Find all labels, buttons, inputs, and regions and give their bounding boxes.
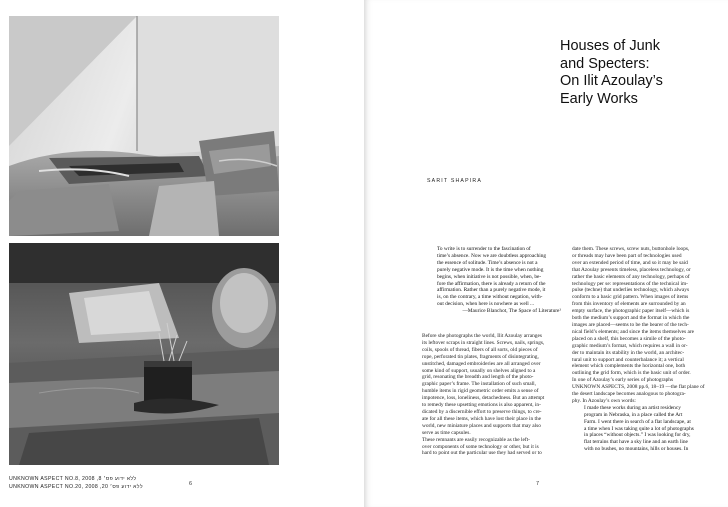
body-line: UNKNOWN ASPECTS, 2008 pp.6, 18–19 —the flat plane of: [572, 384, 705, 391]
body-line: phy. In Azoulay’s own words:: [572, 397, 636, 404]
body-column-2: [572, 246, 718, 453]
body-line: ate for all these items, which have lost their place in the: [422, 415, 542, 422]
page-number-left: 6: [189, 481, 193, 487]
body-line: or threads may have been part of technologies used: [572, 252, 682, 259]
body-line: coils, spools of thread, fibers of all sorts, old pieces of: [422, 346, 538, 353]
body-line: hard to point out the particular use they had served or to: [422, 450, 542, 457]
epigraph-line: affirmation. Rather than a purely negative mode, it: [437, 287, 546, 294]
body-line: the desert landscape becomes analogous to photogra-: [572, 391, 686, 398]
body-line: both the medium’s support and the format in which the: [572, 315, 690, 322]
body-line: grid, resonating the breadth and length of the photo-: [422, 374, 534, 381]
right-page: [364, 0, 728, 507]
epigraph-line: To write is to surrender to the fascination of: [437, 246, 531, 252]
author-name: SARIT SHAPIRA: [427, 178, 482, 184]
epigraph-line: the essence of solitude. Time’s absence is not a: [437, 259, 538, 266]
article-title: [560, 38, 725, 108]
title-line-2: and Specters:: [560, 55, 650, 72]
body-line: technology per se: representations of the technical im-: [572, 280, 688, 287]
body-line: rope, perforated tin plates, fragments of disintegrating,: [422, 353, 539, 360]
quote-line: Farm. I went there in search of a flat landscape, at: [584, 418, 691, 425]
epigraph-line: purely negative mode. It is the time when nothing: [437, 266, 544, 273]
body-line: over an extended period of time, and so it may be said: [572, 259, 688, 266]
body-line: graphic paper’s frame. The installation of such small,: [422, 381, 536, 388]
body-line: its leftover scraps in straight lines. Screws, nails, springs,: [422, 339, 545, 346]
body-line: graphic medium’s format, which requires a wall in or-: [572, 342, 688, 349]
body-line: date them. These screws, screw nuts, buttonhole loops,: [572, 246, 690, 252]
caption-1: UNKNOWN ASPECT NO.8, 2008 ,8 ללא ידוע פס׳: [9, 476, 137, 482]
block-quote: [572, 405, 718, 453]
photo-can-on-plank-image: [9, 243, 279, 465]
quote-line: flat terrains that have a sky line and an earth line: [584, 439, 688, 446]
body-line: rather the basic elements of any technology, perhaps of: [572, 273, 690, 280]
quote-line: program in Nebraska, in a place called the Art: [584, 411, 683, 418]
body-line: over components of some technology or other, but it is: [422, 443, 539, 450]
caption-2: UNKNOWN ASPECT NO.20, 2008 ,20 ללא ידוע פס׳: [9, 483, 143, 490]
body-line: element which complements the horizontal one, both: [572, 363, 686, 370]
title-line-1: Houses of Junk: [560, 38, 660, 54]
photo-tent-debris: [9, 16, 279, 236]
body-line: tural unit to support and counterbalance it; a vertical: [572, 356, 684, 363]
title-line-3: On Ilit Azoulay’s: [560, 73, 663, 89]
body-line: images are placed—seems to be the bearer of the tech-: [572, 321, 689, 328]
body-line: from this inventory of elements are surrounded by an: [572, 301, 686, 308]
title-line-4: Early Works: [560, 90, 638, 107]
epigraph-line: time’s absence. Now we are doubtless approaching: [437, 252, 547, 259]
page-number-right: 7: [536, 481, 540, 487]
epigraph-line: is, on the contrary, a time without negation, with-: [437, 294, 543, 301]
body-line: placed on a shelf, this becomes a simile of the photo-: [572, 335, 686, 342]
epigraph: [437, 246, 561, 315]
body-line: outlining the grid form, which is the basic unit of order.: [572, 370, 691, 377]
body-line: conform to a basic grid pattern. When images of items: [572, 294, 689, 301]
body-line: pulse (techne) that underlies technology, which always: [572, 287, 690, 294]
body-line: impotence, loss, loneliness, detachedness. But an attempt: [422, 395, 545, 402]
body-line: humble items in rigid geometric order emits a sense of: [422, 388, 539, 395]
body-line: These remnants are easily recognizable as the left-: [422, 436, 530, 443]
body-line: world, new miniature places and supports that may also: [422, 422, 541, 429]
body-line: der to maintain its stability in the world, an architec-: [572, 349, 685, 356]
body-line: to remedy these upsetting emotions is also apparent, in-: [422, 402, 541, 409]
body-line: unstitched, damaged embroideries are all arranged over: [422, 360, 541, 367]
quote-line: I made these works during an artist residency: [584, 404, 681, 411]
epigraph-line: begins, when initiative is not possible, when, be-: [437, 273, 542, 280]
quote-line: a time when I was taking quite a lot of photographs: [584, 425, 694, 432]
body-line: Before she photographs the world, Ilit Azoulay arranges: [422, 333, 542, 339]
epigraph-line: out decision, when here is nowhere as well ...: [437, 301, 535, 308]
photo-captions: [9, 476, 309, 491]
body-line: empty surface, the photographic paper itself—which is: [572, 308, 690, 315]
body-line: nical field’s elements; and since the items themselves are: [572, 328, 694, 335]
body-line: dicated by a discernible effort to preserve things, to cre-: [422, 408, 542, 415]
photo-tent-debris-image: [9, 16, 279, 236]
body-line: serve as time capsules.: [422, 429, 471, 436]
epigraph-attribution: —Maurice Blanchot, The Space of Literature¹: [462, 308, 561, 315]
photo-can-on-plank: [9, 243, 279, 465]
body-column-1: [422, 333, 564, 457]
body-line: In one of Azoulay’s early series of photographs: [572, 377, 674, 384]
quote-line: with no bushes, no mountains, hills or houses. In: [584, 446, 689, 453]
quote-line: in places “without objects.” I was looking for dry,: [584, 432, 691, 439]
body-line: that Azoulay presents timeless, placeless technology, or: [572, 266, 691, 273]
epigraph-line: fore the affirmation, there is already a return of the: [437, 280, 546, 287]
body-line: some kind of support, usually on shelves aligned to a: [422, 367, 536, 374]
